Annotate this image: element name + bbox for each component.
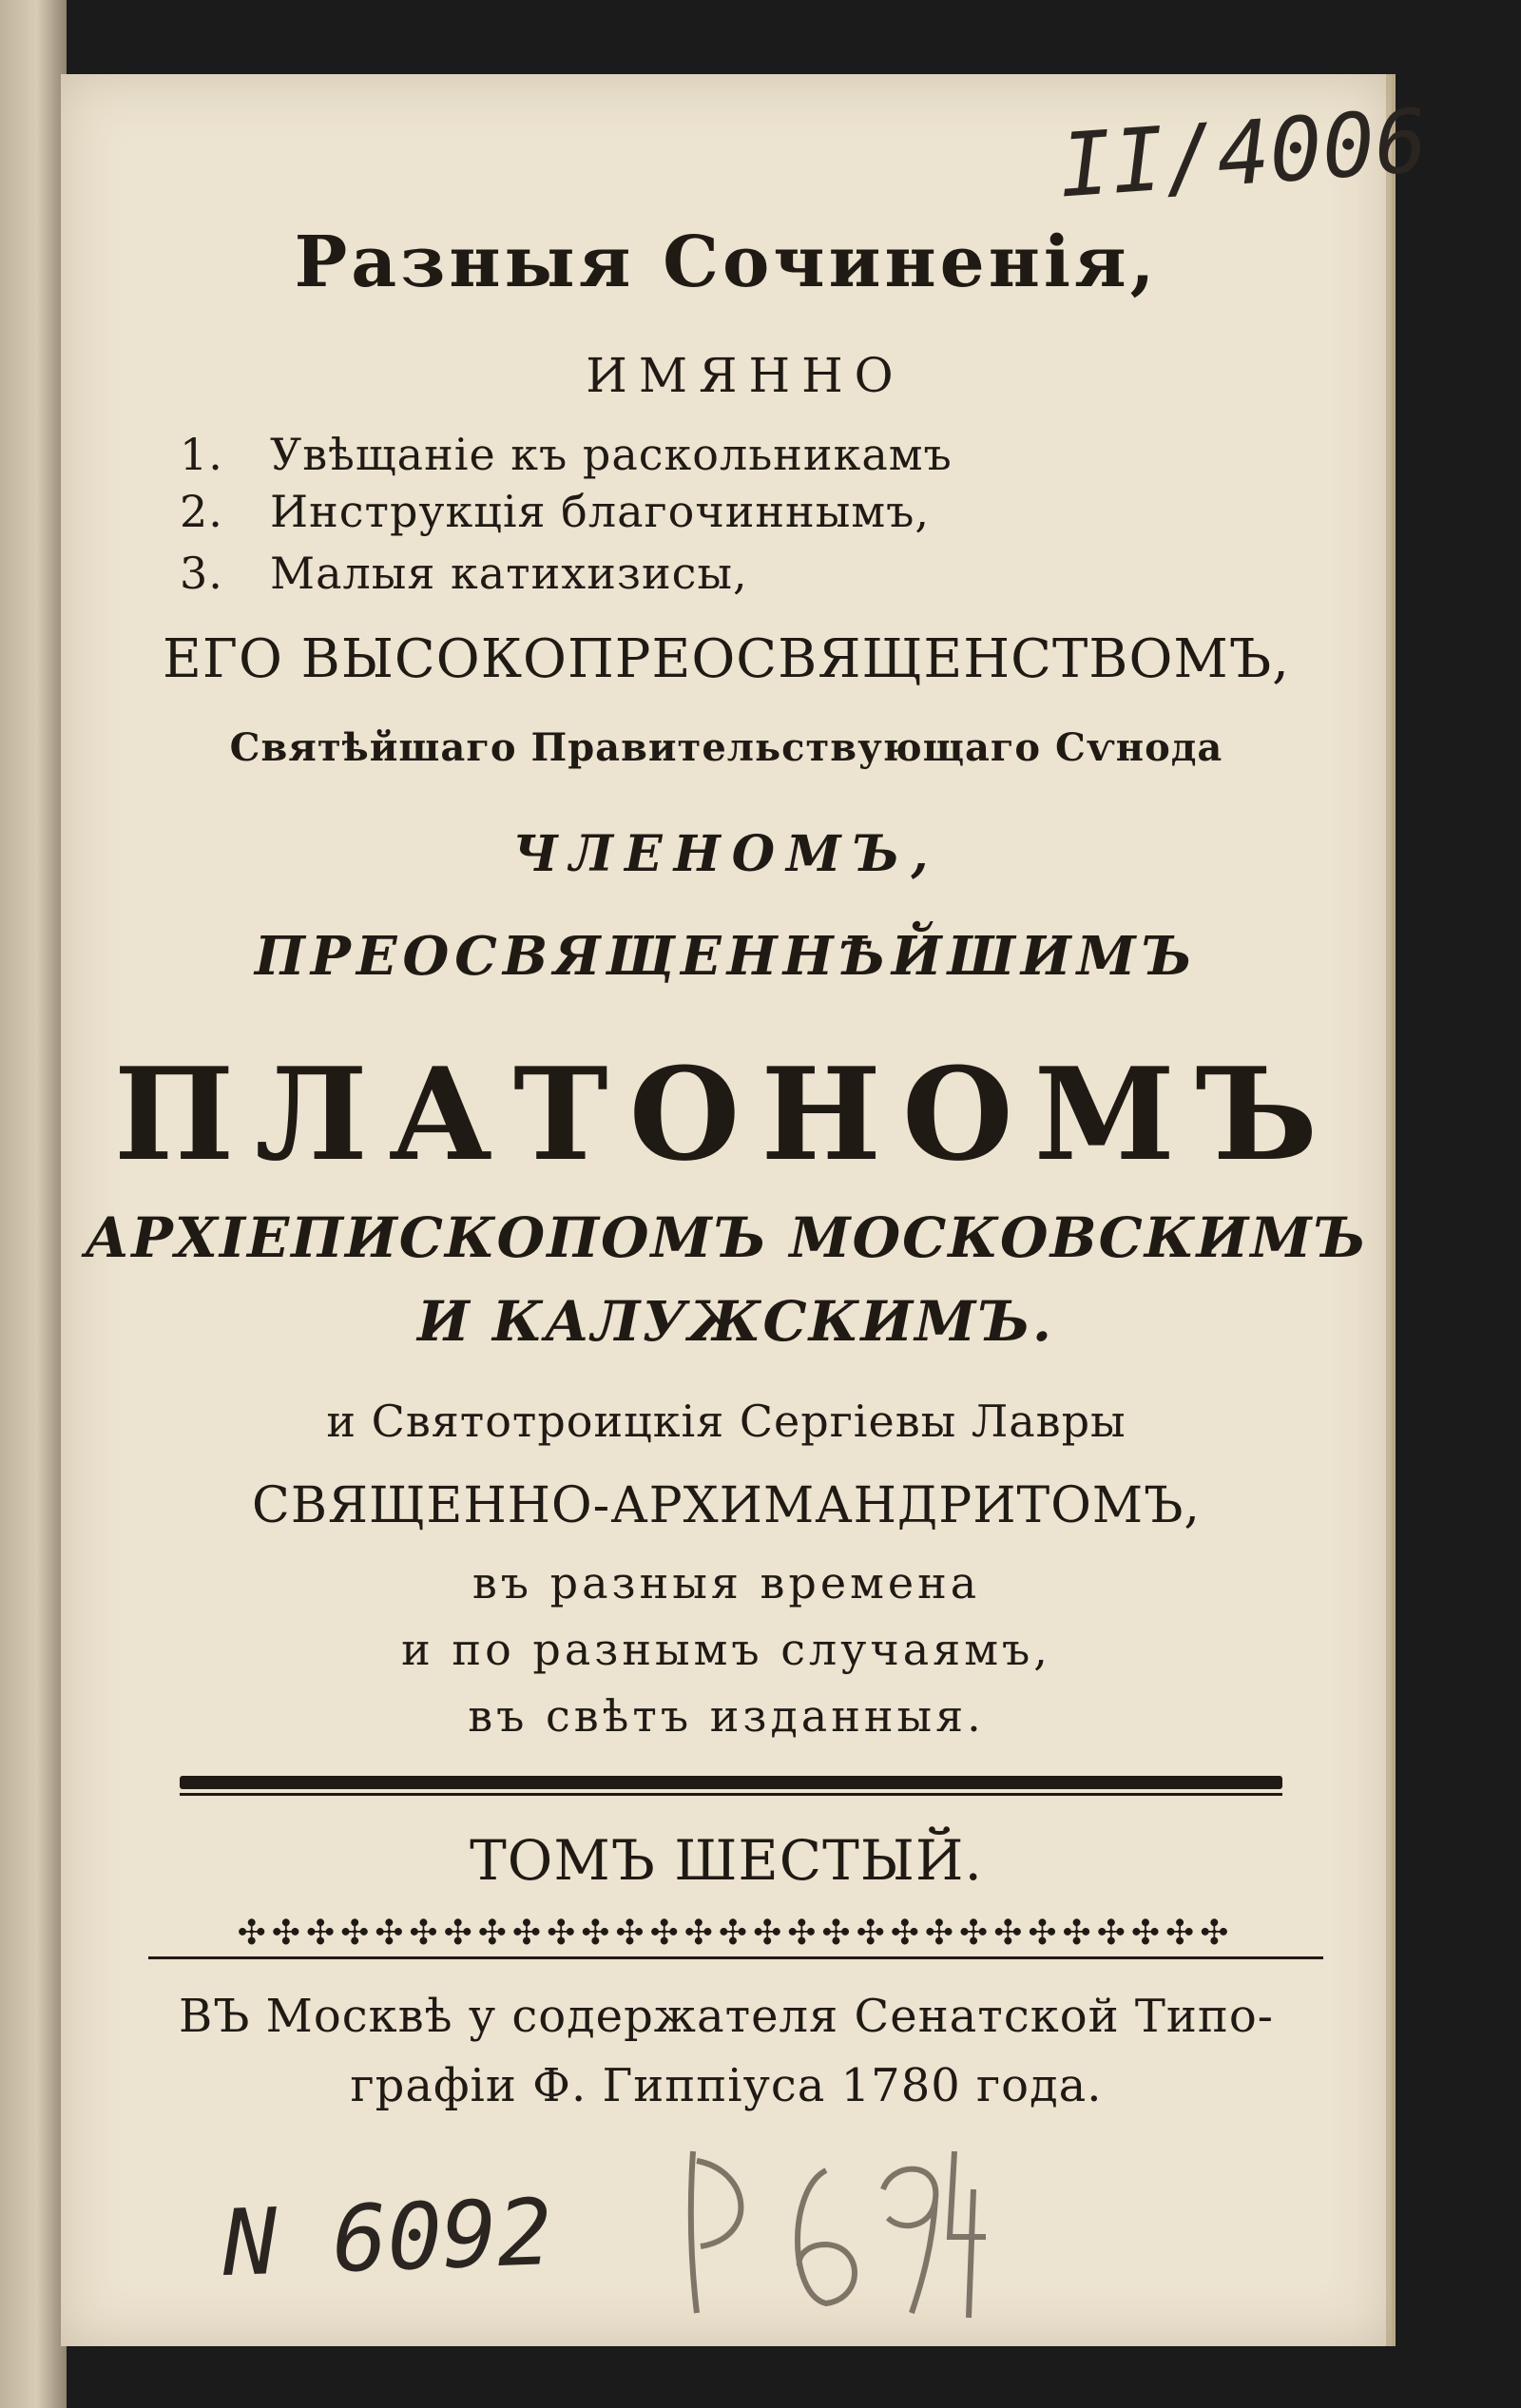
most-reverend-line: ПРЕОСВЯЩЕННѢЙШИМЪ <box>254 925 1199 988</box>
occasions-line: и по разнымъ случаямъ, <box>401 1624 1051 1675</box>
imprint-line-1: ВЪ Москвѣ у содержателя Сенатской Типо- <box>179 1990 1274 2043</box>
imprint-line-2: графіи Ф. Гиппіуса 1780 года. <box>350 2059 1103 2112</box>
member-line: ЧЛЕНОМЪ, <box>512 825 940 883</box>
lavra-line: и Святотроицкія Сергіевы Лавры <box>326 1396 1126 1447</box>
archbishop-line: АРХІЕПИСКОПОМЪ МОСКОВСКИМЪ <box>84 1205 1369 1270</box>
library-stamp-icon <box>683 2132 988 2322</box>
contents-item-number: 3. <box>180 548 223 599</box>
contents-item <box>180 486 930 537</box>
his-eminence-line: ЕГО ВЫСОКОПРЕОСВЯЩЕНСТВОМЪ, <box>163 628 1290 690</box>
title-page <box>61 74 1431 2346</box>
handwritten-accession-number: N 6092 <box>221 2178 554 2298</box>
ornament-border: ✣✣✣✣✣✣✣✣✣✣✣✣✣✣✣✣✣✣✣✣✣✣✣✣✣✣✣✣✣ <box>237 1914 1235 1953</box>
handwritten-shelfmark: II/4006 <box>1055 89 1431 218</box>
ornament-rule <box>148 1956 1323 1959</box>
times-line: въ разныя времена <box>472 1557 981 1609</box>
kaluga-line: И КАЛУЖСКИМЪ. <box>417 1289 1054 1354</box>
book-title: Разныя Сочиненія, <box>294 222 1159 303</box>
contents-item-number: 1. <box>180 429 223 480</box>
subtitle: ИМЯННО <box>586 348 905 403</box>
contents-item-number: 2. <box>180 486 223 537</box>
synod-line: Святѣйшаго Правительствующаго Сѵнода <box>229 725 1223 770</box>
contents-item <box>180 548 748 599</box>
contents-item-text: Увѣщаніе къ раскольникамъ <box>270 429 953 480</box>
contents-item-text: Малыя катихизисы, <box>270 548 748 599</box>
adjacent-page-edge <box>0 0 67 2408</box>
author-name: ПЛАТОНОМЪ <box>113 1039 1339 1189</box>
published-line: въ свѣтъ изданныя. <box>468 1690 985 1742</box>
volume-line: ТОМЪ ШЕСТЫЙ. <box>470 1828 983 1893</box>
contents-item-text: Инструкція благочиннымъ, <box>270 486 930 537</box>
archimandrite-line: СВЯЩЕННО-АРХИМАНДРИТОМЪ, <box>252 1477 1201 1534</box>
divider-rule-thin <box>180 1793 1282 1796</box>
contents-item <box>180 429 953 480</box>
divider-rule <box>180 1776 1282 1789</box>
